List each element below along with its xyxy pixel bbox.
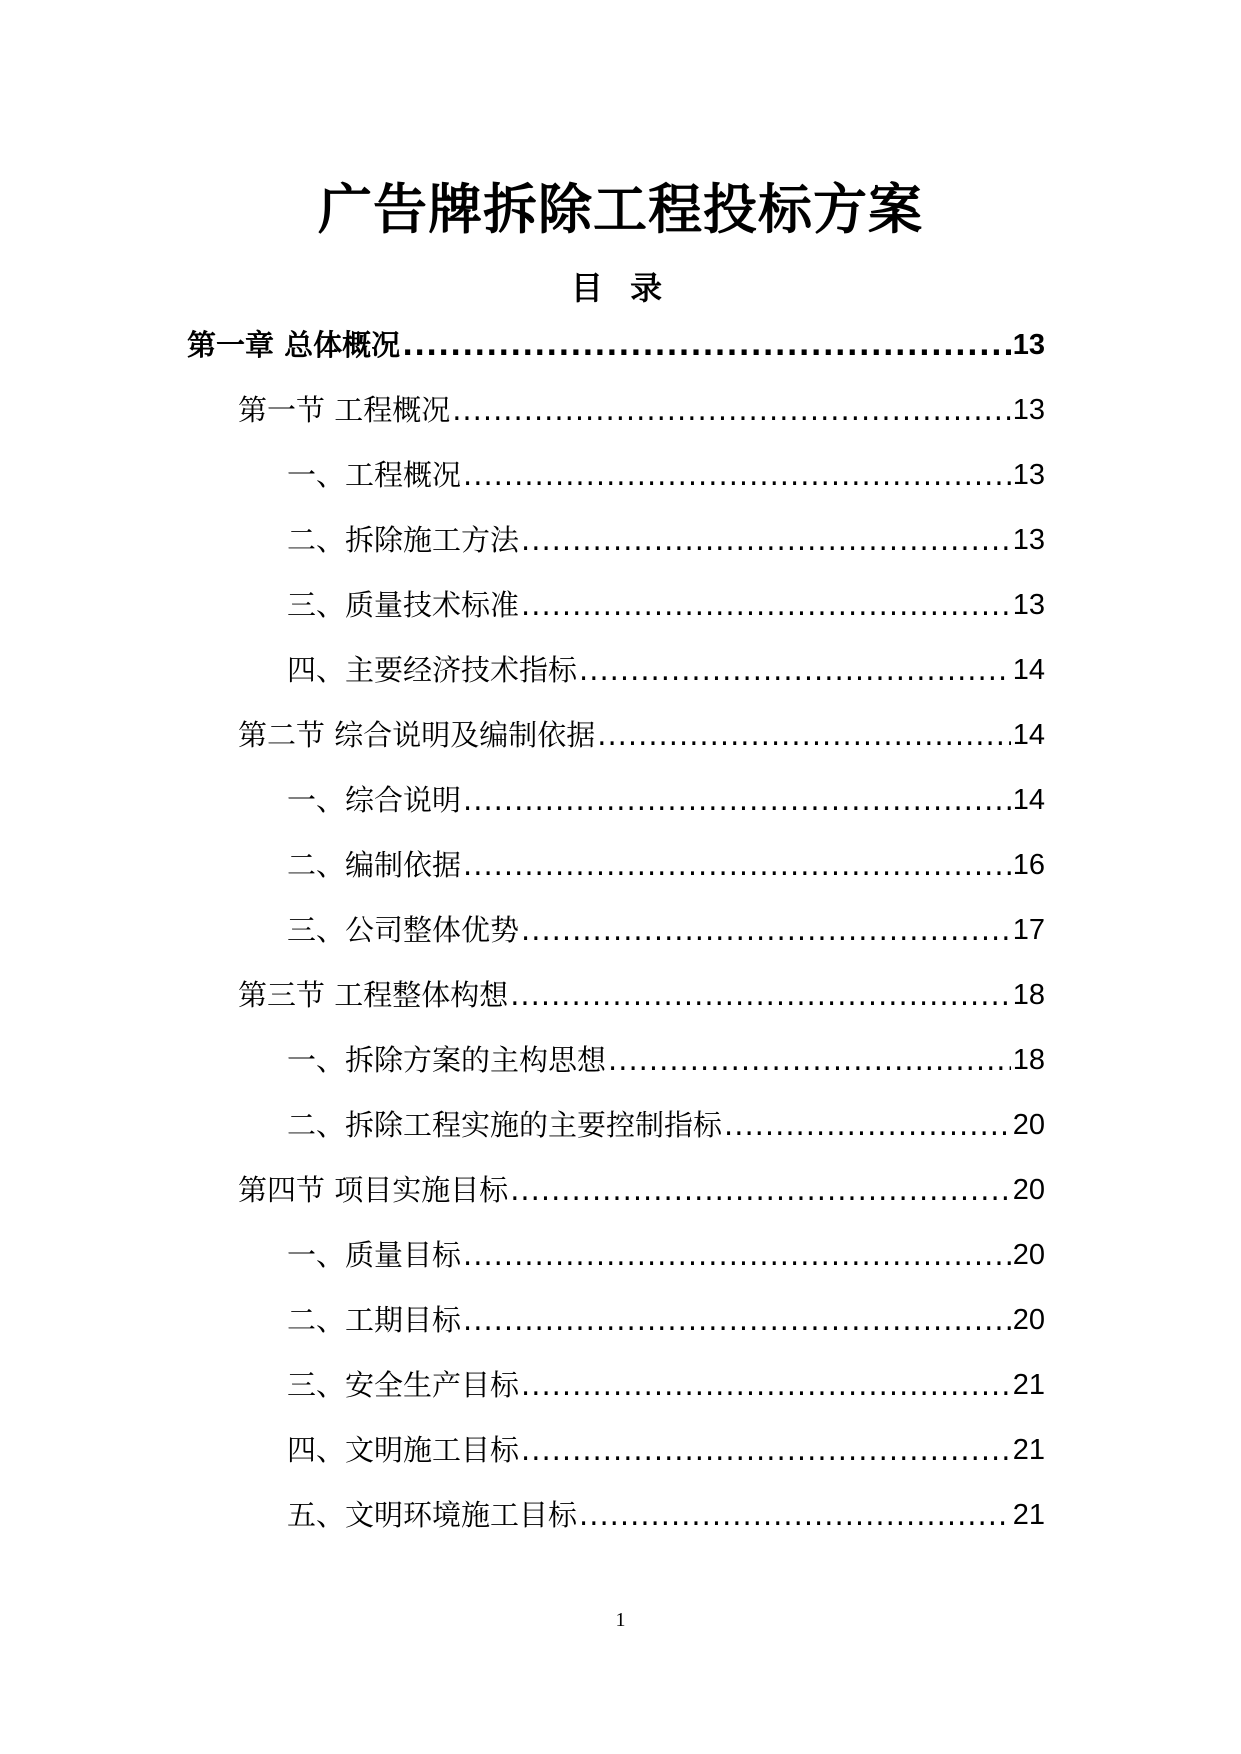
toc-entry-page: 20 <box>1012 1109 1045 1141</box>
toc-dot-leader <box>521 1425 1011 1475</box>
toc-heading: 目 录 <box>570 269 671 307</box>
toc-entry[interactable] <box>287 645 1045 695</box>
toc-entry-title: 三、质量技术标准 <box>287 588 520 622</box>
toc-dot-leader <box>463 840 1011 890</box>
toc-dot-leader <box>608 1035 1011 1085</box>
toc-entry[interactable] <box>287 1100 1045 1150</box>
toc-entry-page: 13 <box>1012 459 1045 491</box>
toc-entry-page: 14 <box>1012 719 1045 751</box>
toc-entry-title: 二、拆除工程实施的主要控制指标 <box>287 1108 723 1142</box>
toc-entry[interactable] <box>287 905 1045 955</box>
toc-dot-leader <box>510 1165 1011 1215</box>
toc-entry-title: 一、综合说明 <box>287 783 462 817</box>
toc-dot-leader <box>402 320 1011 370</box>
toc-entry-title: 三、安全生产目标 <box>287 1368 520 1402</box>
toc-entry[interactable] <box>287 775 1045 825</box>
toc-entry-page: 13 <box>1012 394 1045 426</box>
toc-entry-title: 一、拆除方案的主构思想 <box>287 1043 607 1077</box>
toc-entry-page: 18 <box>1012 979 1045 1011</box>
toc-entry-title: 第二节 综合说明及编制依据 <box>238 718 596 752</box>
toc-entry[interactable] <box>287 450 1045 500</box>
toc-entry-page: 13 <box>1012 329 1045 361</box>
toc-entry[interactable] <box>287 515 1045 565</box>
toc-dot-leader <box>463 1295 1011 1345</box>
toc-entry-title: 五、文明环境施工目标 <box>287 1498 578 1532</box>
toc-entry-page: 20 <box>1012 1174 1045 1206</box>
toc-dot-leader <box>463 1230 1011 1280</box>
toc-dot-leader <box>597 710 1011 760</box>
toc-entry[interactable] <box>287 1295 1045 1345</box>
toc-dot-leader <box>521 580 1011 630</box>
toc-entry-page: 16 <box>1012 849 1045 881</box>
toc-entry-title: 二、编制依据 <box>287 848 462 882</box>
toc-entry-title: 一、质量目标 <box>287 1238 462 1272</box>
toc-entry-page: 20 <box>1012 1304 1045 1336</box>
toc-dot-leader <box>521 515 1011 565</box>
toc-entry[interactable] <box>238 970 1045 1020</box>
toc-entry[interactable] <box>287 1035 1045 1085</box>
toc-entry-page: 21 <box>1012 1499 1045 1531</box>
toc-entry[interactable] <box>238 385 1045 435</box>
toc-entry-title: 四、主要经济技术指标 <box>287 653 578 687</box>
toc-entry-page: 21 <box>1012 1369 1045 1401</box>
toc-entry-title: 三、公司整体优势 <box>287 913 520 947</box>
toc-entry-page: 13 <box>1012 524 1045 556</box>
toc-entry-page: 18 <box>1012 1044 1045 1076</box>
toc-entry[interactable] <box>238 1165 1045 1215</box>
document-title: 广告牌拆除工程投标方案 <box>318 178 923 241</box>
toc-entry-title: 四、文明施工目标 <box>287 1433 520 1467</box>
toc-entry-title: 第一章 总体概况 <box>187 328 401 362</box>
toc-entry[interactable] <box>287 840 1045 890</box>
toc-entry-page: 14 <box>1012 654 1045 686</box>
toc-entry-title: 第三节 工程整体构想 <box>238 978 509 1012</box>
toc-dot-leader <box>579 1490 1011 1540</box>
toc-entry-title: 二、拆除施工方法 <box>287 523 520 557</box>
toc-entry[interactable] <box>287 1490 1045 1540</box>
toc-dot-leader <box>521 1360 1011 1410</box>
toc-dot-leader <box>521 905 1011 955</box>
toc-dot-leader <box>463 450 1011 500</box>
toc-entry-title: 一、工程概况 <box>287 458 462 492</box>
toc-entry[interactable] <box>287 1360 1045 1410</box>
toc-entry[interactable] <box>287 1425 1045 1475</box>
toc-entry-title: 二、工期目标 <box>287 1303 462 1337</box>
toc-entry-page: 20 <box>1012 1239 1045 1271</box>
toc-entry-title: 第一节 工程概况 <box>238 393 451 427</box>
toc-entry[interactable] <box>287 580 1045 630</box>
toc-dot-leader <box>463 775 1011 825</box>
toc-entry-title: 第四节 项目实施目标 <box>238 1173 509 1207</box>
toc-dot-leader <box>510 970 1011 1020</box>
toc-entry-page: 13 <box>1012 589 1045 621</box>
toc-entry[interactable] <box>238 710 1045 760</box>
toc-dot-leader <box>452 385 1011 435</box>
toc-dot-leader <box>579 645 1011 695</box>
toc-entry[interactable] <box>187 320 1045 370</box>
page-number: 1 <box>615 1609 626 1631</box>
toc-entry-page: 14 <box>1012 784 1045 816</box>
toc-entry-page: 17 <box>1012 914 1045 946</box>
toc-dot-leader <box>724 1100 1011 1150</box>
toc-entry[interactable] <box>287 1230 1045 1280</box>
toc-entry-page: 21 <box>1012 1434 1045 1466</box>
